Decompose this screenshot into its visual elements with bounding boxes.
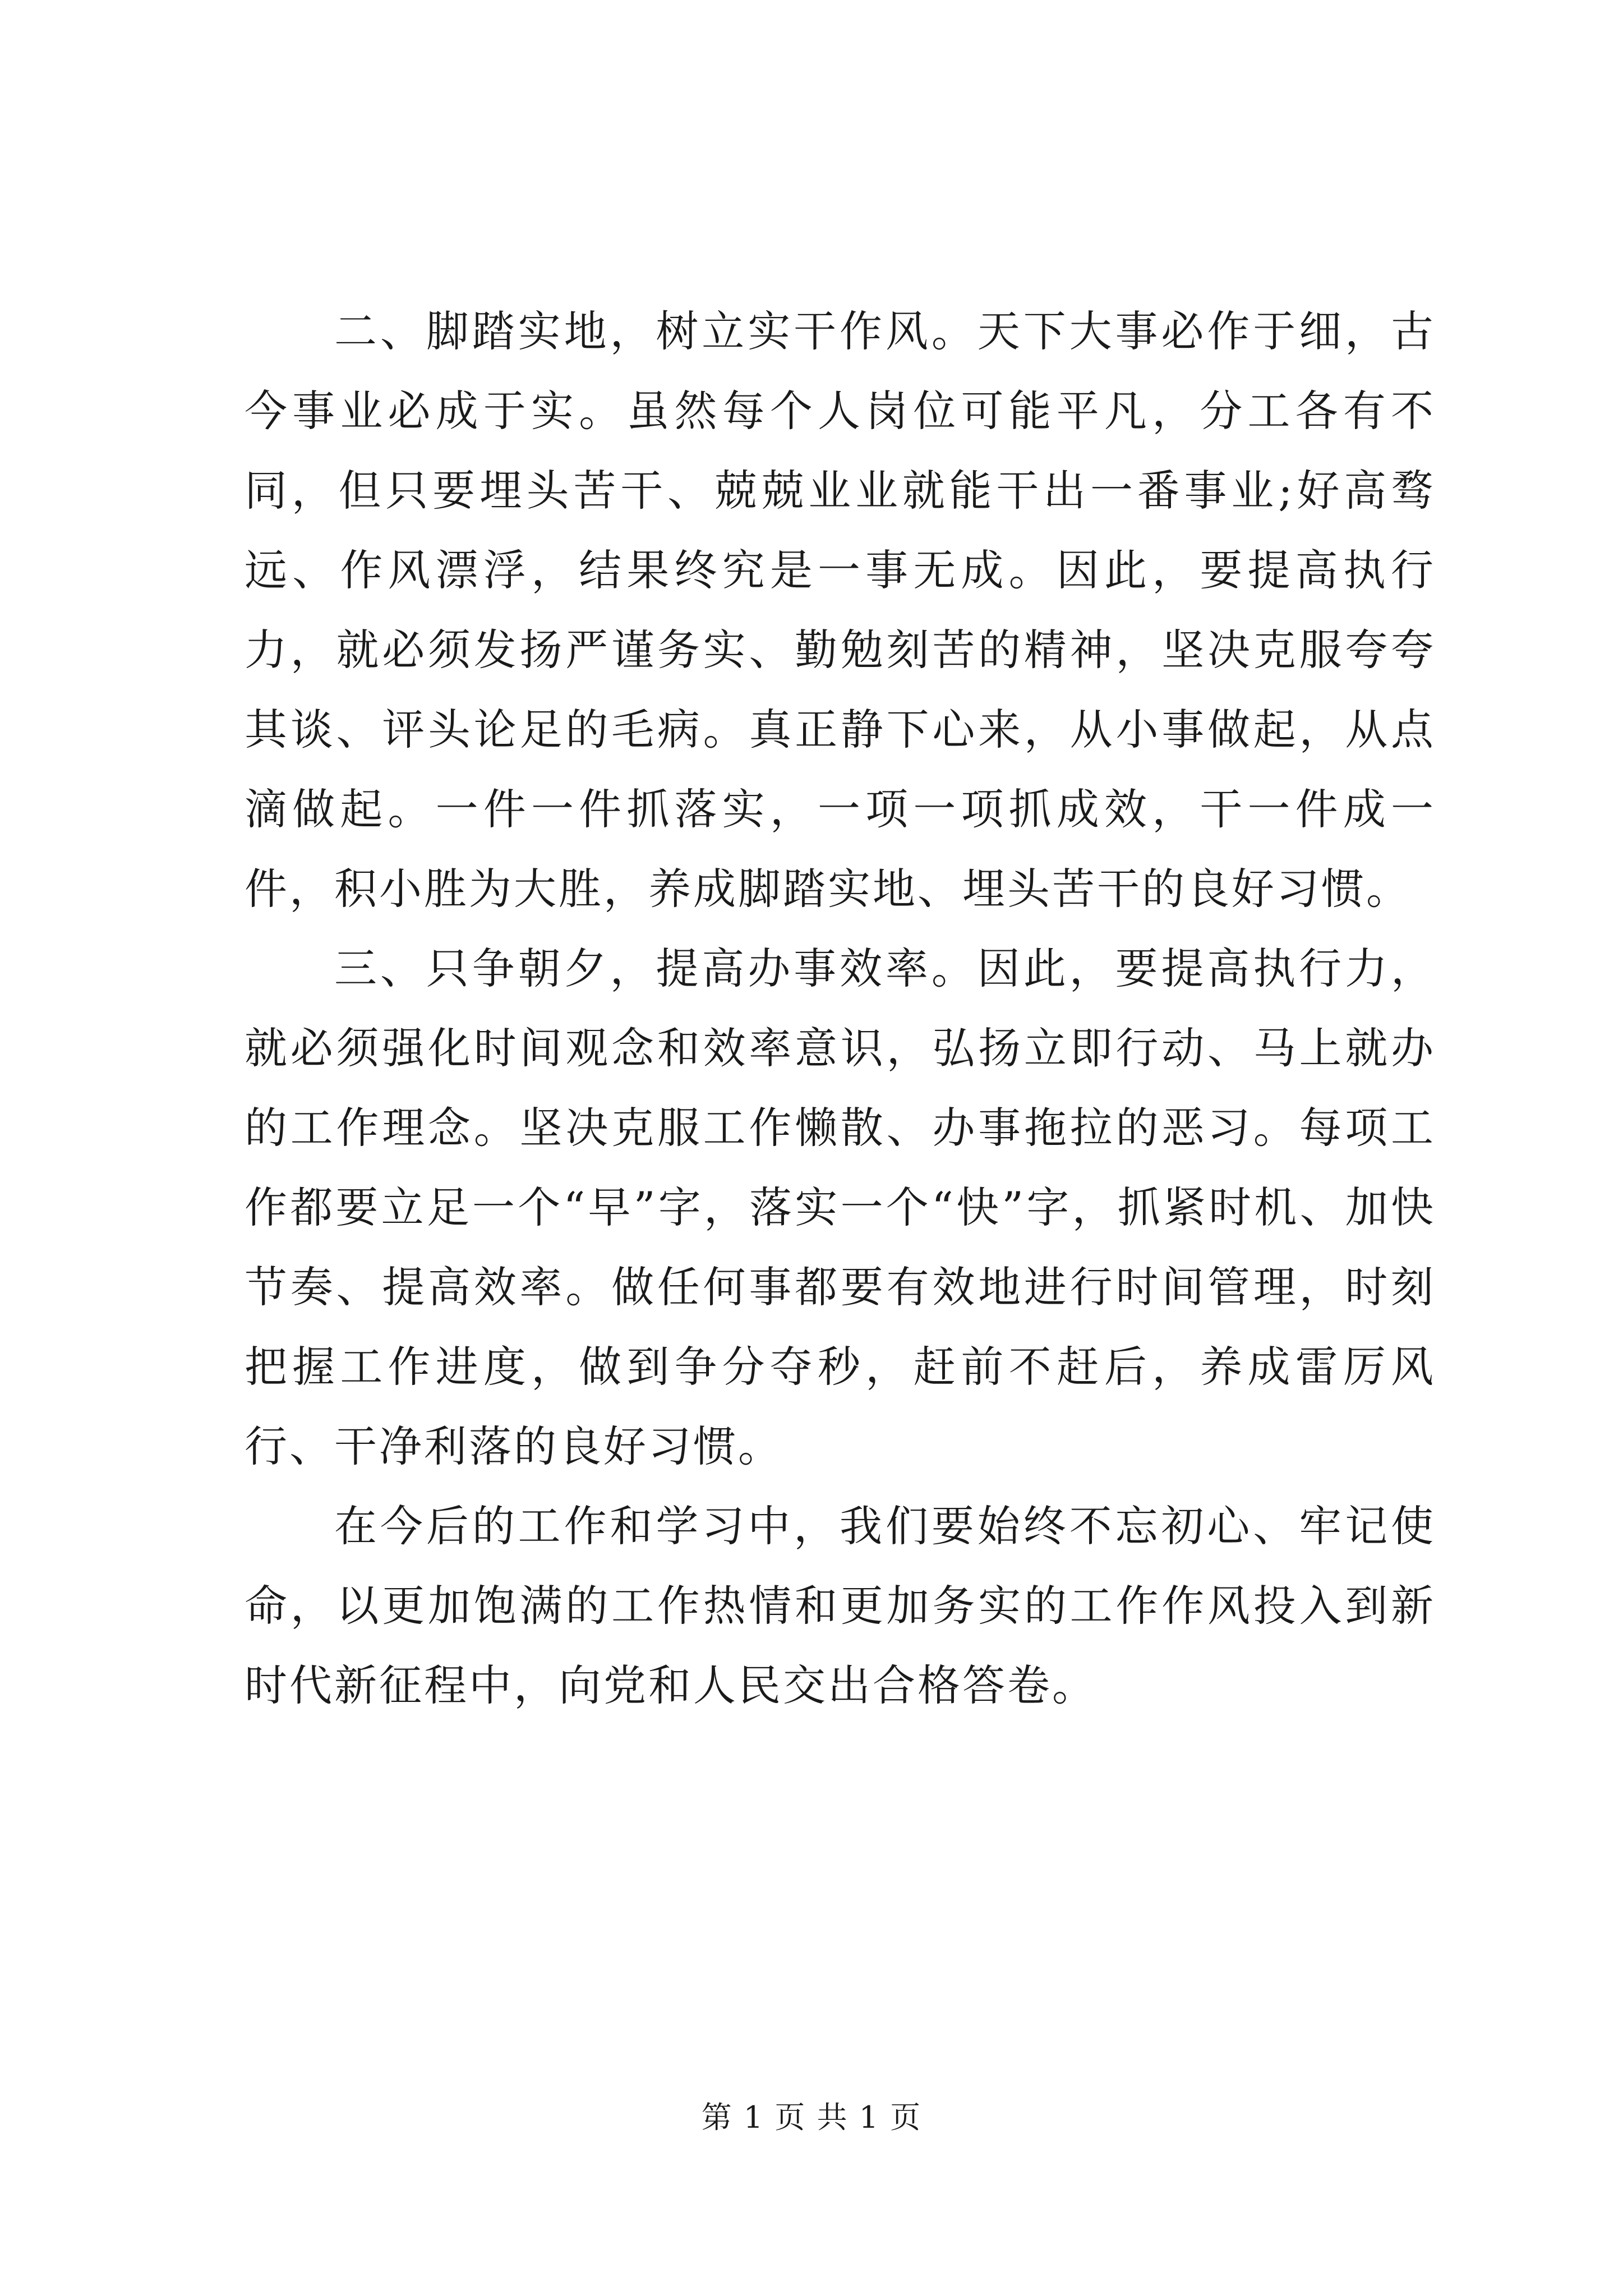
paragraph-3: 三、只争朝夕，提高办事效率。因此，要提高执行力，就必须强化时间观念和效率意识，弘扬立即行动、马上就办的工作理念。坚决克服工作懒散、办事拖拉的恶习。每项工作都要立足一个“早”字，落实一个“快”字，抓紧时机、加快节奏、提高效率。做任何事都要有效地进行时间管理，时刻把握工作进度，做到争分夺秒，赶前不赶后，养成雷厉风行、干净利落的良好习惯。 — [245, 944, 1436, 1471]
document-body — [245, 292, 1436, 1726]
paragraph-2: 二、脚踏实地，树立实干作风。天下大事必作于细，古今事业必成于实。虽然每个人岗位可能平凡，分工各有不同，但只要埋头苦干、兢兢业业就能干出一番事业;好高骛远、作风漂浮，结果终究是一事无成。因此，要提高执行力，就必须发扬严谨务实、勤勉刻苦的精神，坚决克服夸夸其谈、评头论足的毛病。真正静下心来，从小事做起，从点滴做起。一件一件抓落实，一项一项抓成效，干一件成一件，积小胜为大胜，养成脚踏实地、埋头苦干的良好习惯。 — [245, 306, 1436, 914]
paragraph-conclusion: 在今后的工作和学习中，我们要始终不忘初心、牢记使命，以更加饱满的工作热情和更加务实的工作作风投入到新时代新征程中，向党和人民交出合格答卷。 — [245, 1501, 1436, 1710]
page-number-footer: 第 1 页 共 1 页 — [701, 2100, 922, 2135]
